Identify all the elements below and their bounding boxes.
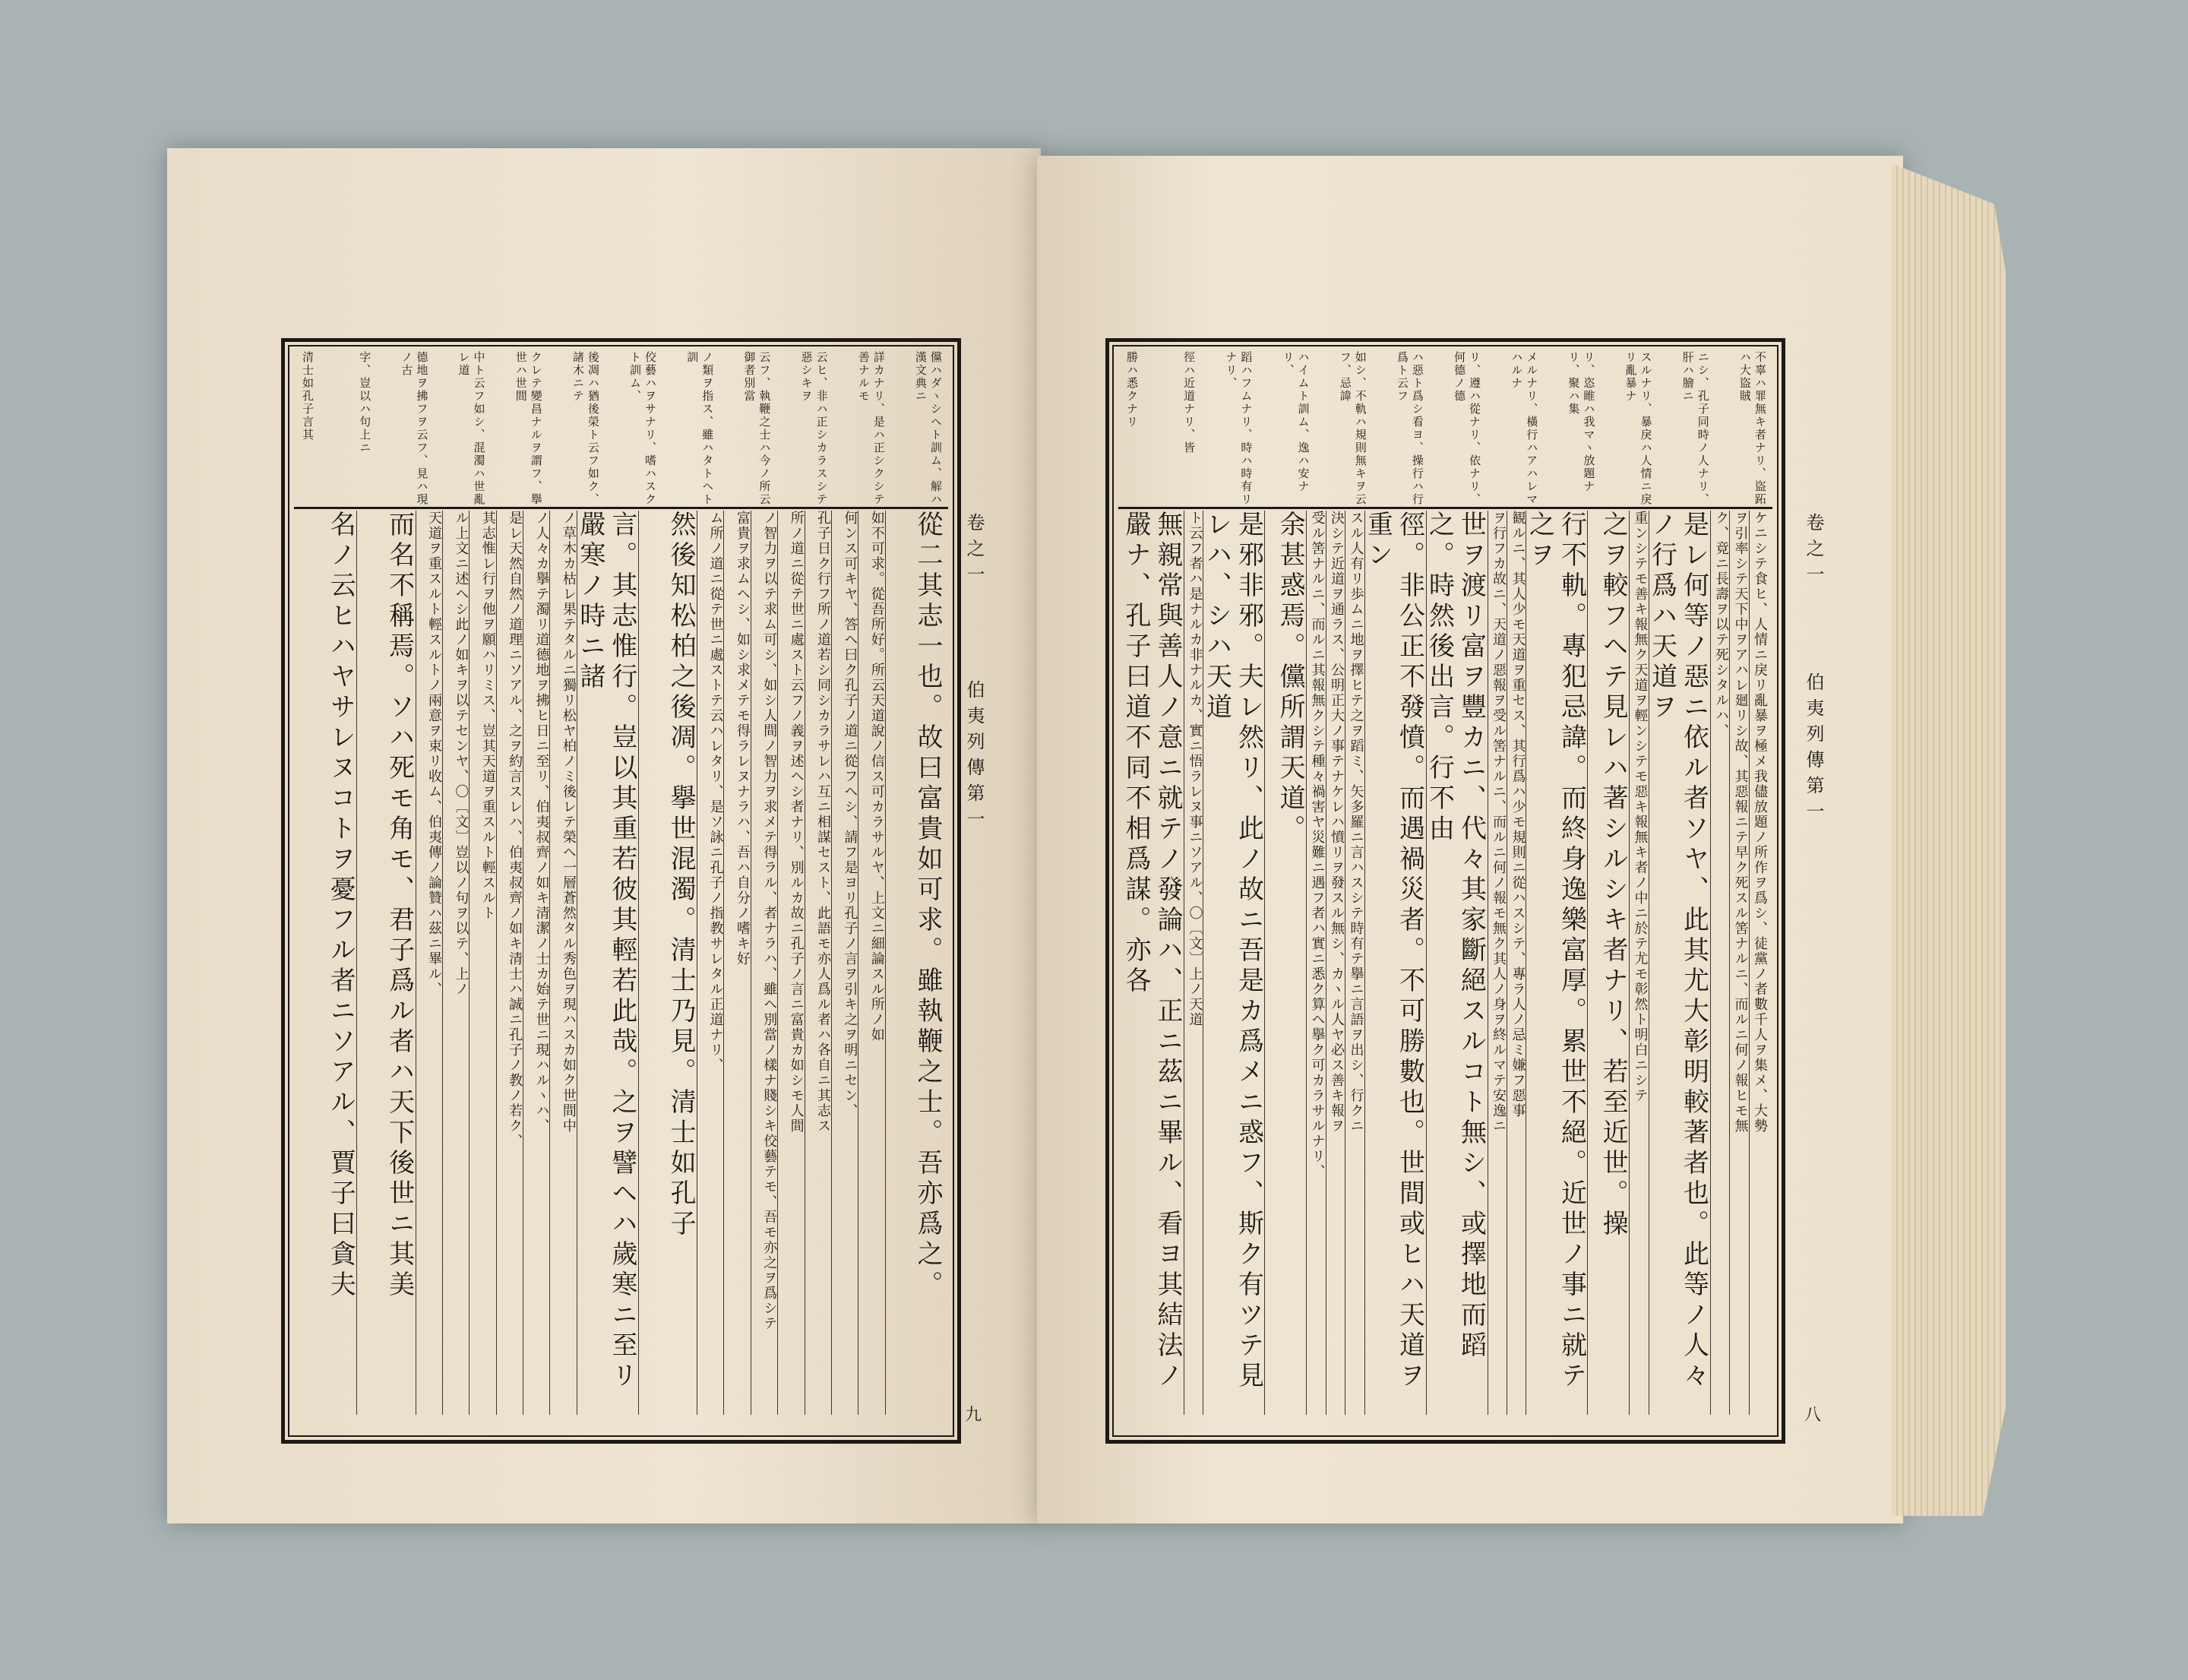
- right-headnotes: [1118, 351, 1772, 509]
- text-column: ト云フ者ハ是ナルカ非ナルカ、實ニ悟ラレヌ事ニソアル、〇〔文〕上ノ天道: [1184, 511, 1203, 1415]
- headnote-col: 云フ、執鞭之士ハ今ノ所云御者別當: [742, 351, 772, 506]
- headnote-col: クレテ變昌ナルヲ謂フ、擧世ハ世間: [514, 351, 543, 506]
- headnote-col: 清士如孔子言其: [301, 351, 315, 441]
- headnote-col: ノ類ヲ指ス、雖ハタトヘト訓: [685, 351, 715, 506]
- text-column: 孔子日ク行フ所ノ道若シ同シカラサレハ互ニ相謀セスト、此語モ亦人爲ル者ハ各自ニ其志ス: [805, 511, 831, 1415]
- headnote-col: 云ヒ、非ハ正シカラスシテ惡シキヲ: [799, 351, 829, 506]
- headnote-col: リ、遵ハ從ナリ、依ナリ、何德ノ德: [1453, 351, 1482, 506]
- left-running-head-volume: 卷之一: [963, 513, 985, 590]
- headnote-col: 中ト云フ如シ、混濁ハ世亂レ道: [457, 351, 486, 506]
- left-page: [167, 148, 1041, 1523]
- text-column: 観ルニ、其人少モ天道ヲ重セス、其行爲ハ少モ規則ニ從ハスシテ、專ラ人ノ忌ミ嫌フ惡事: [1507, 511, 1526, 1415]
- left-headnotes: [294, 351, 948, 509]
- right-page: [1037, 156, 1903, 1523]
- text-column: 天道ヲ重スルト輕スルトノ兩意ヲ束リ收ム、伯夷傳ノ論贊ハ茲ニ畢ル、: [416, 511, 442, 1415]
- text-column: 是レ何等ノ惡ニ依ル者ソヤ、此其尤大彰明較著者也。此等ノ人々ノ行爲ハ天道ヲ: [1649, 511, 1710, 1415]
- text-column: 言。其志惟行。豈以其重若彼其輕若此哉。之ヲ譬ヘハ歲寒ニ至リ嚴寒ノ時ニ諸: [577, 511, 638, 1415]
- left-text-frame: [281, 338, 961, 1444]
- text-column: 重ンシテモ善キ報無ク天道ヲ輕ンシテモ惡キ報無キ者ノ中ニ於テ尤モ彰然ト明白ニシテ: [1629, 511, 1648, 1415]
- text-column: ク、竟ニ長壽ヲ以テ死シタルハ、: [1710, 511, 1729, 1415]
- headnote-col: 詳カナリ、是ハ正シクシテ善ナルモ: [856, 351, 886, 506]
- text-column: 無親常與善人ノ意ニ就テノ發論ハ、正ニ茲ニ畢ル、看ヨ其結法ノ嚴ナ、孔子曰道不同不相爲謀。亦各: [1121, 511, 1183, 1392]
- text-column: 如不可求。從吾所好。所云天道說ノ信ス可カラサルヤ、上文ニ細論スル所ノ如: [858, 511, 884, 1415]
- left-main-text: [294, 511, 948, 1431]
- text-column: ケニシテ食ヒ、人情ニ戾リ亂暴ヲ極メ我儘放題ノ所作ヲ爲シ、徒黨ノ者數千人ヲ集メ、大勢: [1749, 511, 1768, 1415]
- text-column: 其志惟レ行ヲ他ヲ願ハリミス、豈其天道ヲ重スルト輕スルト: [469, 511, 495, 1415]
- text-column: ノ人々カ擧テ濁リ道德地ヲ拂ヒ日ニ至リ、伯夷叔齊ノ如キ清潔ノ士カ始テ世ニ現ハルヽハ、: [523, 511, 549, 1415]
- headnote-col: 佼藝ハヲサナリ、嗜ハスクト訓ム、: [628, 351, 658, 506]
- text-column: 是邪非邪。夫レ然リ、此ノ故ニ吾是カ爲メニ惑フ、斯ク有ツテ見レハ、シハ天道: [1203, 511, 1264, 1415]
- text-column: 何ンス可キヤ、答ヘ曰ク孔子ノ道ニ從フヘシ、請フ是ヨリ孔子ノ言ヲ引キ之ヲ明ニセン、: [831, 511, 858, 1415]
- headnote-col: 不辜ハ罪無キ者ナリ、盜跖ハ大盜賊: [1737, 351, 1767, 506]
- right-running-head-volume: 卷之一: [1803, 513, 1824, 590]
- text-column: 世ヲ渡リ富ヲ豐カニ、代々其家斷絕スルコト無シ、或擇地而蹈之。時然後出言。行不由: [1426, 511, 1488, 1415]
- headnote-col: 德地ヲ拂フヲ云フ、見ハ現ノ古: [400, 351, 429, 506]
- right-folio: 八: [1804, 1406, 1822, 1425]
- headnote-col: 勝ハ悉クナリ: [1125, 351, 1139, 429]
- text-column: 而名不稱焉。ソハ死モ角モ、君子爲ル者ハ天下後世ニ其美: [356, 511, 415, 1415]
- headnote-col: 徑ハ近道ナリ、皆: [1182, 351, 1197, 454]
- headnote-col: 字、豈以ハ句上ニ: [358, 351, 372, 454]
- left-running-head-chapter: 伯夷列傳第一: [963, 680, 985, 835]
- text-column: 然後知松柏之後凋。擧世混濁。清士乃見。清士如孔子: [638, 511, 697, 1415]
- text-column: ヲ行フカ故ニ、天道ノ惡報ヲ受ル筈ナルニ、而ルニ何ノ報モ無ク其人ノ身ヲ終ルマテ安逸ニ: [1488, 511, 1507, 1415]
- text-column: 名ノ云ヒハヤサレヌコトヲ憂フル者ニソアル、賈子曰貪夫: [325, 511, 356, 1301]
- headnote-col: ハ惡ト爲シ看ヨ、操行ハ行爲ト云フ: [1395, 351, 1424, 506]
- text-column: 是レ天然自然ノ道理ニソアル、之ヲ約言スレハ、伯夷叔齊ノ如キ清士ハ誠ニ孔子ノ教ノ若ク、: [496, 511, 523, 1415]
- text-column: 余甚惑焉。儻所謂天道。: [1264, 511, 1306, 1415]
- text-column: ム所ノ道ニ從テ世ニ處ストテ云ハレタリ、是ソ詠ニ孔子ノ指教サレタル正道ナリ、: [697, 511, 723, 1415]
- text-column: 之ヲ較フヘテ見レハ著シルシキ者ナリ、若至近世。操: [1587, 511, 1629, 1415]
- open-book: [167, 148, 2006, 1539]
- headnote-col: 蹈ハフムナリ、時ハ時有リナリ、: [1224, 351, 1254, 506]
- page-edges: [1892, 163, 2006, 1516]
- headnote-col: ハイムト訓ム、逸ハ安ナリ、: [1281, 351, 1311, 493]
- headnote-col: 儻ハダヽシヘト訓ム、解ハ漢文典ニ: [913, 351, 943, 506]
- text-column: 從二其志一也。故曰富貴如可求。雖執鞭之士。吾亦爲之。: [885, 511, 944, 1415]
- headnote-col: 如シ、不軌ハ規則無キヲ云フ、忌諱: [1338, 351, 1368, 506]
- text-column: 徑。非公正不發憤。而遇禍災者。不可勝數也。世間或ヒハ天道ヲ重ン: [1364, 511, 1426, 1415]
- right-text-frame: [1105, 338, 1785, 1444]
- text-column: 受ル筈ナルニ、而ルニ其報無クシテ種々禍害ヤ災難ニ遇フ者ハ實ニ悉ク算ヘ擧ク可カラサルナリ、: [1306, 511, 1325, 1415]
- text-column: ノ草木カ枯レ果テタルニ獨リ松ヤ柏ノミ後レテ榮ヘ一層蒼然タル秀色ヲ現ハスカ如ク世間中: [549, 511, 576, 1415]
- text-column: スル人有リ歩ムニ地ヲ擇ヒテ之ヲ蹈ミ、矢多羅ニ言ハスシテ時有テ擧ニ言語ヲ出シ、行クニ: [1345, 511, 1364, 1415]
- headnote-col: リ、恣睢ハ我マヽ放題ナリ、聚ハ集: [1567, 351, 1596, 493]
- right-main-text: [1118, 511, 1772, 1431]
- text-column: ヲ引率シテ天下中ヲアハレ廻リシ故、其惡報ニテ早ク死スル筈ナルニ、而ルニ何ノ報ヒモ無: [1729, 511, 1748, 1415]
- left-folio: 九: [965, 1406, 982, 1425]
- text-column: ノ智力ヲ以テ求ム可シ、如シ人間ノ智力ヲ求メテ得ラル、者ナラハ、雖ヘ別當ノ樣ナ賤シキ佼藝テモ、吾モ亦之ヲ爲シテ: [751, 511, 777, 1415]
- headnote-col: スルナリ、暴戾ハ人情ニ戾リ亂暴ナ: [1624, 351, 1653, 506]
- text-column: ル上文ニ述ヘシ此ノ如キヲ以テセンヤ、〇〔文〕豈以ノ句ヲ以テ、上ノ: [442, 511, 469, 1415]
- headnote-col: 後凋ハ猶後榮ト云フ如ク、諸木ニテ: [571, 351, 600, 506]
- text-column: 所ノ道ニ從テ世ニ處スト云フノ義ヲ述ヘシ者ナリ、別ルカ故ニ孔子ノ言ニ富貴カ如シモ人間: [777, 511, 804, 1415]
- text-column: 富貴ヲ求ムヘシ、如シ求メテモ得ラレヌナラハ、吾ハ自分ノ嗜キ好: [723, 511, 750, 1415]
- headnote-col: ニシ、孔子同時ノ人ナリ、肝ハ膾ニ: [1681, 351, 1710, 506]
- right-running-head-chapter: 伯夷列傳第一: [1803, 672, 1824, 827]
- text-column: 行不軌。專犯忌諱。而終身逸樂富厚。累世不絕。近世ノ事ニ就テ之ヲ: [1526, 511, 1587, 1415]
- text-column: 決シテ近道ヲ通ラス、公明正大ノ事テナケレハ憤リヲ發スル無シ、カヽル人ヤ必ス善キ報ヲ: [1326, 511, 1345, 1415]
- headnote-col: メルナリ、橫行ハアハレマハルナ: [1510, 351, 1539, 506]
